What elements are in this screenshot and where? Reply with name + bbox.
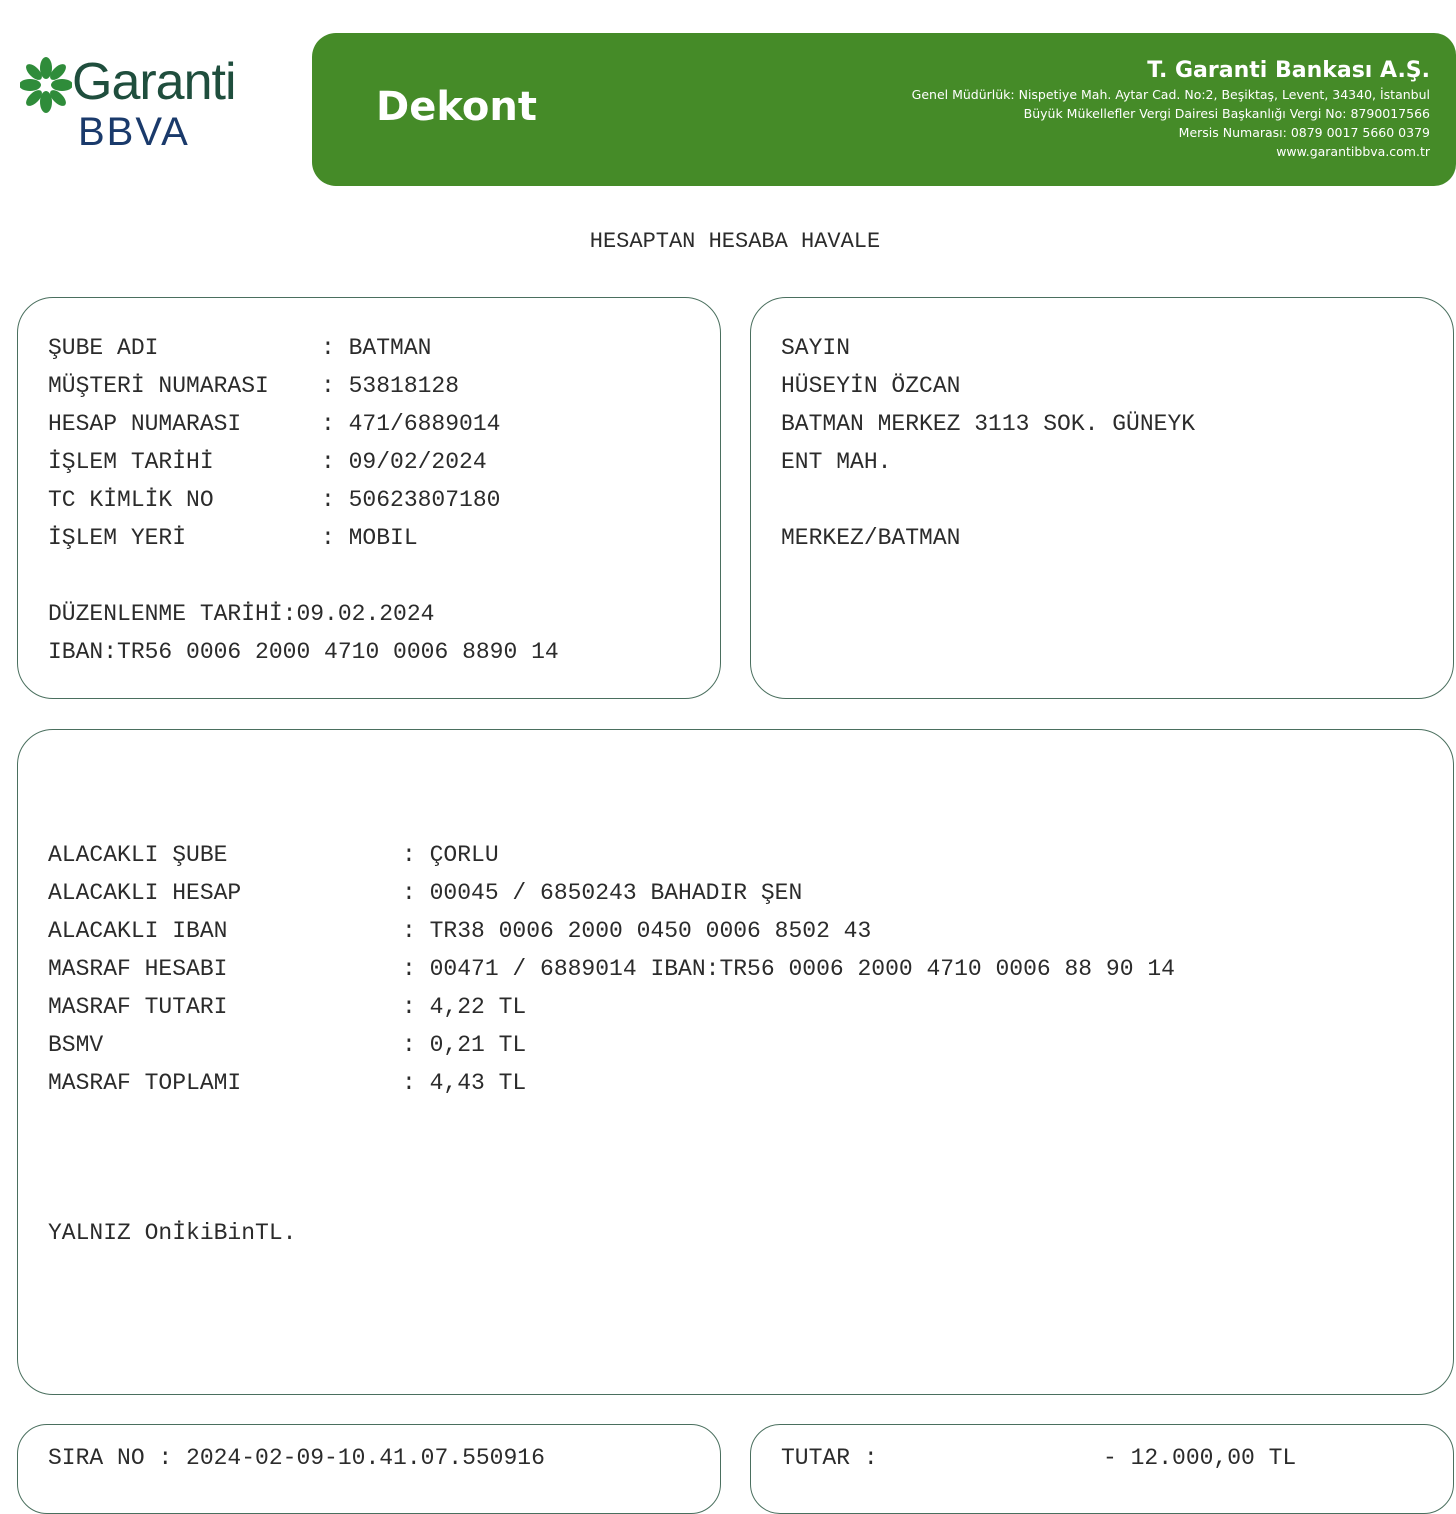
detail-row [48,950,1175,988]
address-line: BATMAN MERKEZ 3113 SOK. GÜNEYK [781,411,1196,437]
amount-label: TUTAR : [781,1445,878,1471]
transfer-details-box [17,729,1454,1395]
info-value: : 50623807180 [321,487,501,513]
detail-label: MASRAF TOPLAMI [48,1070,242,1096]
detail-row [48,988,1175,1026]
info-value: : BATMAN [321,335,432,361]
detail-value: : ÇORLU [402,842,499,868]
amount-value: - 12.000,00 TL [1103,1445,1297,1471]
info-value: : MOBIL [321,525,418,551]
bank-name: T. Garanti Bankası A.Ş. [1147,58,1430,83]
bank-tax-line: Büyük Mükellefler Vergi Dairesi Başkanlığı Vergi No: 8790017566 [1023,106,1430,121]
detail-label: MASRAF HESABI [48,956,228,982]
logo-wordmark: Garanti [72,53,236,111]
detail-row [48,836,1175,874]
salutation: SAYIN [781,335,851,361]
blank-line [48,557,559,595]
clover-logo-icon [20,56,72,116]
info-label: ŞUBE ADI [48,335,159,361]
customer-address-box [750,297,1454,699]
info-row [48,367,559,405]
info-value: : 53818128 [321,373,460,399]
detail-label: ALACAKLI HESAP [48,880,242,906]
address-city: MERKEZ/BATMAN [781,525,961,551]
info-row [48,443,559,481]
bank-info [912,57,1430,161]
detail-value: : 00471 / 6889014 IBAN:TR56 0006 2000 4710 0006 88 90 14 [402,956,1175,982]
blank-line [781,481,1195,519]
info-row [48,481,559,519]
transaction-title: HESAPTAN HESABA HAVALE [589,229,881,254]
address-line: ENT MAH. [781,449,892,475]
info-row [48,519,559,557]
detail-label: ALACAKLI ŞUBE [48,842,228,868]
sequence-number: SIRA NO : 2024-02-09-10.41.07.550916 [48,1445,545,1471]
account-info-box [17,297,721,699]
detail-label: MASRAF TUTARI [48,994,228,1020]
detail-value: : 00045 / 6850243 BAHADIR ŞEN [402,880,803,906]
detail-row [48,912,1175,950]
bank-mersis-line: Mersis Numarası: 0879 0017 5660 0379 [1178,125,1430,140]
detail-value: : 0,21 TL [402,1032,527,1058]
amount-box [750,1424,1454,1514]
info-label: İŞLEM TARİHİ [48,449,214,475]
info-value: : 471/6889014 [321,411,501,437]
info-value: : 09/02/2024 [321,449,487,475]
issue-date: DÜZENLENME TARİHİ:09.02.2024 [48,601,435,627]
amount-in-words: YALNIZ OnİkiBinTL. [48,1220,297,1246]
customer-name: HÜSEYİN ÖZCAN [781,373,961,399]
info-label: MÜŞTERİ NUMARASI [48,373,269,399]
garanti-bbva-logo [20,52,260,162]
detail-value: : TR38 0006 2000 0450 0006 8502 43 [402,918,872,944]
detail-label: BSMV [48,1032,104,1058]
sequence-number-box [17,1424,721,1514]
bank-website-link[interactable]: www.garantibbva.com.tr [1276,144,1430,159]
header-banner [312,33,1456,186]
logo-submark: BBVA [78,110,190,154]
info-label: HESAP NUMARASI [48,411,242,437]
info-label: TC KİMLİK NO [48,487,214,513]
document-type-title: Dekont [376,84,537,130]
bank-address-line: Genel Müdürlük: Nispetiye Mah. Aytar Cad. No:2, Beşiktaş, Levent, 34340, İstanbul [911,87,1430,102]
detail-row [48,1026,1175,1064]
info-row [48,405,559,443]
account-iban: IBAN:TR56 0006 2000 4710 0006 8890 14 [48,639,559,665]
info-row [48,329,559,367]
detail-row [48,1064,1175,1102]
detail-label: ALACAKLI IBAN [48,918,228,944]
detail-value: : 4,43 TL [402,1070,527,1096]
info-label: İŞLEM YERİ [48,525,187,551]
detail-value: : 4,22 TL [402,994,527,1020]
detail-row [48,874,1175,912]
